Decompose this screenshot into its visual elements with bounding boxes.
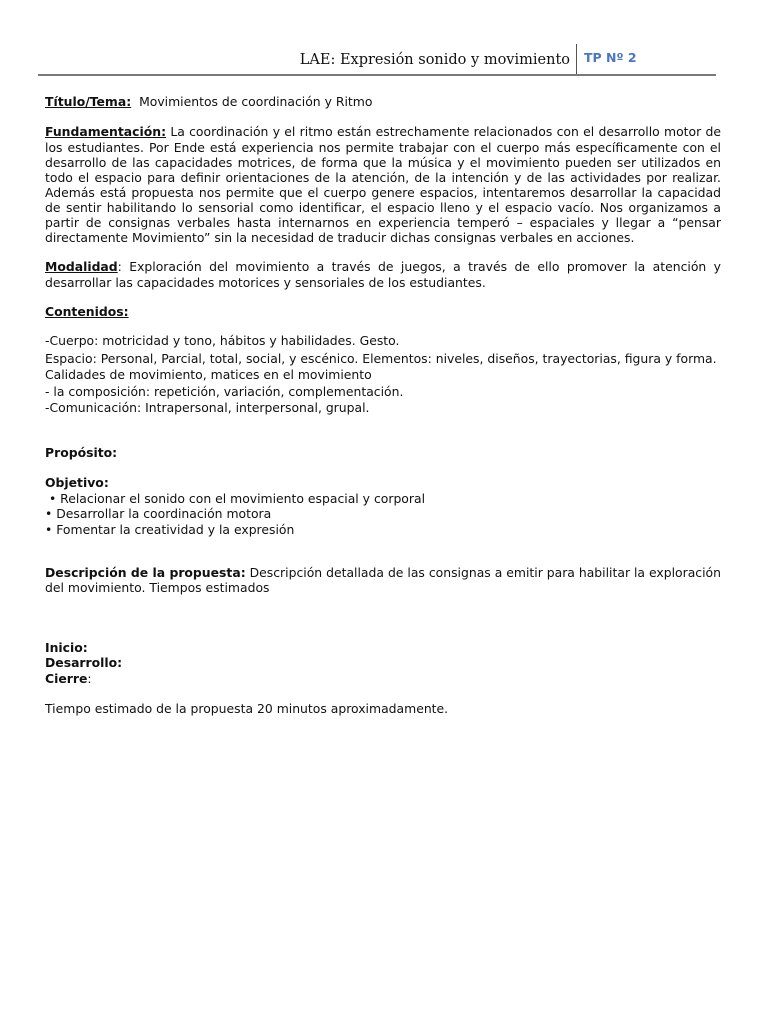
modalidad-paragraph (45, 259, 721, 290)
contenido-item: - la composición: repetición, variación, complementación. (45, 383, 404, 399)
tp-number: TP Nº 2 (584, 50, 637, 65)
titulo-line (45, 94, 721, 109)
modalidad-text: : Exploración del movimiento a través de juegos, a través de ello promover la atención y desarrollar las capacidades motorices y sensoriales de los estudiantes. (45, 259, 721, 290)
objetivo-item: • Fomentar la creatividad y la expresión (45, 521, 295, 537)
contenido-item: -Comunicación: Intrapersonal, interpersonal, grupal. (45, 400, 370, 416)
objetivo-heading (45, 475, 721, 490)
fundamentacion-text: La coordinación y el ritmo están estrechamente relacionados con el desarrollo motor de los estudiantes. Por Ende está experiencia nos permite trabajar con el cuerpo más específicamente con el desarrollo de las capacidades motrices, de forma que la música y el movimiento pueden ser utilizados en todo el espacio para definir orientaciones de la atención, de la intención y de las actividades por realizar. Además está propuesta nos permite que el cuerpo genere espacios, intentaremos desarrollar la capacidad de sentir habilitando lo sensorial como identificar, el espacio lleno y el espacio vacío. Nos organizamos a partir de consignas verbales hasta internarnos en experiencia temperó – espaciales y llegar a “pensar directamente Movimiento” sin la necesidad de traducir dichas consignas verbales en acciones. (45, 124, 721, 246)
desarrollo-label: Desarrollo: (45, 655, 123, 671)
fundamentacion-label: Fundamentación: (45, 124, 167, 140)
cierre-colon: : (87, 670, 92, 686)
descripcion-label: Descripción de la propuesta: (45, 564, 246, 580)
inicio-label: Inicio: (45, 639, 88, 655)
contenido-item: Calidades de movimiento, matices en el movimiento (45, 367, 372, 383)
objetivo-item: • Relacionar el sonido con el movimiento espacial y corporal (45, 490, 426, 506)
modalidad-label: Modalidad (45, 259, 118, 275)
desarrollo-line (45, 655, 721, 670)
descripcion-paragraph (45, 565, 721, 596)
titulo-value: Movimientos de coordinación y Ritmo (139, 94, 373, 109)
titulo-label: Título/Tema: (45, 94, 132, 109)
contenido-item: Espacio: Personal, Parcial, total, social, y escénico. Elementos: niveles, diseños, trayectorias, figura y forma. (45, 350, 717, 366)
descripcion-text: Descripción detallada de las consignas a emitir para habilitar la exploración del movimiento. Tiempos estimados (45, 564, 721, 596)
contenido-item: -Cuerpo: motricidad y tono, hábitos y habilidades. Gesto. (45, 333, 400, 349)
tiempo-line: Tiempo estimado de la propuesta 20 minutos aproximadamente. (45, 700, 449, 716)
header-divider (576, 44, 577, 74)
cierre-label: Cierre (45, 670, 88, 686)
course-title: LAE: Expresión sonido y movimiento (299, 52, 570, 68)
objetivo-label: Objetivo: (45, 475, 109, 491)
fundamentacion-paragraph (45, 124, 721, 245)
cierre-line (45, 671, 721, 686)
contenidos-heading (45, 304, 721, 319)
inicio-line (45, 640, 721, 655)
objetivo-item: • Desarrollar la coordinación motora (45, 506, 272, 522)
contenidos-label: Contenidos: (45, 303, 129, 319)
document-header (38, 44, 716, 76)
document-body (45, 94, 721, 716)
proposito-heading (45, 445, 721, 460)
proposito-label: Propósito: (45, 444, 118, 460)
